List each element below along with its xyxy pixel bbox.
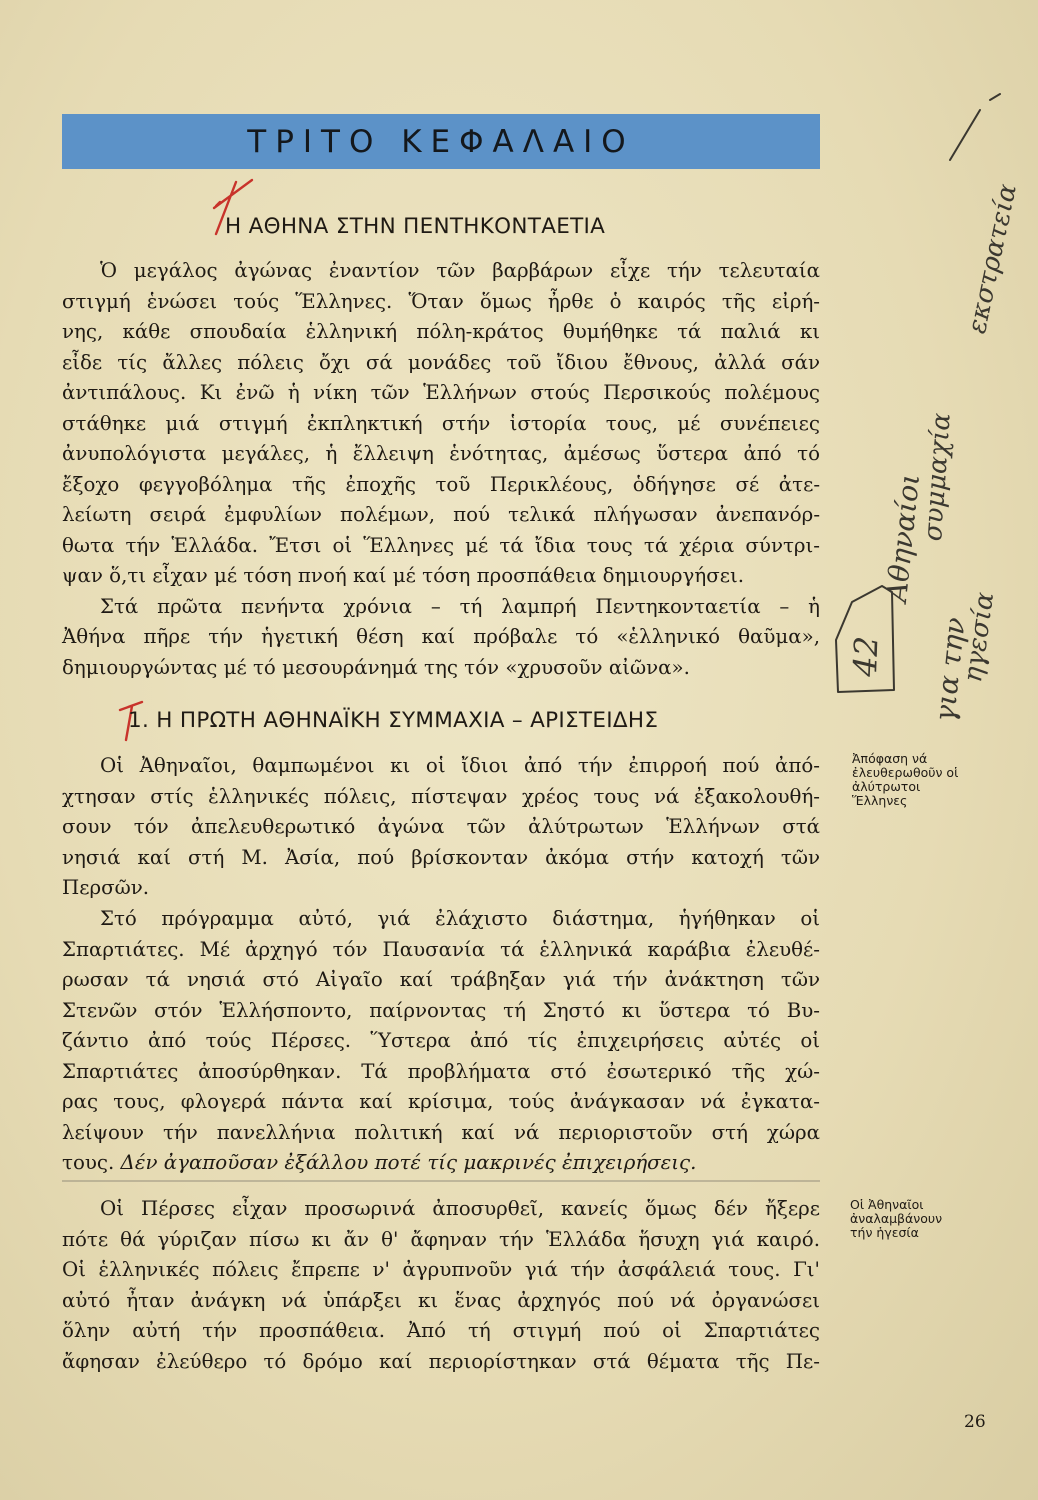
text-line: Οἱ Ἀθηναῖοι, θαμπωμένοι κι οἱ ἴδιοι ἀπό τήν ἐπιρροή πού ἀπό- xyxy=(100,754,820,777)
text-line: Στενῶν στόν Ἑλλήσποντο, παίρνοντας τή Σηστό κι ὕστερα τό Βυ- xyxy=(62,998,820,1022)
main-heading: Η ΑΘΗΝΑ ΣΤΗΝ ΠΕΝΤΗΚΟΝΤΑΕΤΙΑ xyxy=(225,214,606,239)
text-line: λείωτη σειρά ἐμφυλίων πολέμων, πού τελικά πλήγωσαν ἀνεπανόρ- xyxy=(62,503,820,526)
margin-note-line: ἀλύτρωτοι xyxy=(852,779,921,794)
text-line: Οἱ Πέρσες εἶχαν προσωρινά ἀποσυρθεῖ, κανείς ὅμως δέν ἤξερε xyxy=(100,1197,820,1220)
text-line: σουν τόν ἀπελευθερωτικό ἀγώνα τῶν ἀλύτρωτων Ἑλλήνων στά xyxy=(62,815,820,838)
handwritten-note: συμμαχία xyxy=(918,411,957,543)
page-number: 26 xyxy=(964,1412,986,1432)
text-line xyxy=(62,1148,820,1179)
margin-note-line: ἀναλαμβάνουν xyxy=(850,1211,943,1226)
text-line: στάθηκε μιά στιγμή ἐκπληκτική στήν ἱστορία τους, μέ συνέπειες xyxy=(62,411,820,435)
section-paragraph-2 xyxy=(62,904,820,1179)
text-line: στιγμή ἑνώσει τούς Ἕλληνες. Ὅταν ὅμως ἦρθε ὁ καιρός τῆς εἰρή- xyxy=(62,289,820,313)
text-line: ρας τους, φλογερά πάντα καί κρίσιμα, τούς ἀνάγκασαν νά ἐγκατα- xyxy=(62,1090,820,1113)
italic-sentence: Δέν ἀγαποῦσαν ἐξάλλου ποτέ τίς μακρινές ἐπιχειρήσεις. xyxy=(120,1151,697,1174)
intro-paragraph xyxy=(62,256,820,683)
margin-note-line: Οἱ Ἀθηναῖοι xyxy=(850,1197,924,1212)
text-line: δημιουργώντας μέ τό μεσουράνημά της τόν «χρυσοῦν αἰῶνα». xyxy=(62,655,690,679)
text-line: εἶδε τίς ἄλλες πόλεις ὄχι σά μονάδες τοῦ ἴδιου ἔθνους, ἀλλά σάν xyxy=(62,350,820,374)
margin-note-line: Ἀπόφαση νά xyxy=(852,751,928,766)
text-line: λείψουν τήν πανελλήνια πολιτική καί νά περιοριστοῦν στή χώρα xyxy=(62,1120,820,1144)
underline-mark xyxy=(62,1178,820,1184)
handwritten-note: εκστρατεία xyxy=(962,181,1023,337)
text-line: ὅλην αὐτή τήν προσπάθεια. Ἀπό τή στιγμή πού οἱ Σπαρτιάτες xyxy=(62,1319,820,1342)
handwritten-number: 42 xyxy=(846,635,886,678)
text-line: Ὁ μεγάλος ἀγώνας ἐναντίον τῶν βαρβάρων εἶχε τήν τελευταία xyxy=(100,259,820,282)
text-line: ἀνυπολόγιστα μεγάλες, ἡ ἔλλειψη ἑνότητας, ἀμέσως ὕστερα ἀπό τό xyxy=(62,442,820,465)
chapter-title: ΤΡΙΤΟ ΚΕΦΑΛΑΙΟ xyxy=(247,123,635,160)
text-line: χτησαν στίς ἑλληνικές πόλεις, πίστεψαν χρέος τους νά ἐξακολουθή- xyxy=(62,784,820,808)
text-line: νησιά καί στή Μ. Ἀσία, πού βρίσκονταν ἀκόμα στήν κατοχή τῶν xyxy=(62,845,820,869)
text-line: Οἱ ἑλληνικές πόλεις ἔπρεπε ν' ἀγρυπνοῦν γιά τήν ἀσφάλειά τους. Γι' xyxy=(62,1258,820,1281)
handwritten-note: ηγεσία xyxy=(958,590,1001,685)
pencil-stroke xyxy=(930,90,1020,180)
text-line: ἄφησαν ἐλεύθερο τό δρόμο καί περιορίστηκαν στά θέματα τῆς Πε- xyxy=(62,1349,820,1373)
margin-note-leadership xyxy=(850,1198,942,1240)
text-line: ρωσαν τά νησιά στό Αἰγαῖο καί τράβηξαν γιά τήν ἀνάκτηση τῶν xyxy=(62,968,820,991)
handwritten-note: Αθηναίοι xyxy=(880,472,927,604)
text-line: Στό πρόγραμμα αὐτό, γιά ἐλάχιστο διάστημα, ἡγήθηκαν οἱ xyxy=(100,907,820,930)
chapter-banner xyxy=(62,114,820,169)
handwritten-note: για την xyxy=(928,615,972,724)
margin-note-line: Ἕλληνες xyxy=(852,793,908,808)
text-line: Στά πρῶτα πενήντα χρόνια – τή λαμπρή Πεντηκονταετία – ἡ xyxy=(100,594,820,618)
text-line: θωτα τήν Ἑλλάδα. Ἔτσι οἱ Ἕλληνες μέ τά ἴδια τους τά χέρια σύντρι- xyxy=(62,533,820,557)
text-line: Ἀθήνα πῆρε τήν ἡγετική θέση καί πρόβαλε τό «ἑλληνικό θαῦμα», xyxy=(62,625,820,648)
text-line: Σπαρτιάτες ἀποσύρθηκαν. Τά προβλήματα στό ἐσωτερικό τῆς χώ- xyxy=(62,1059,820,1083)
text-line: πότε θά γύριζαν πίσω κι ἄν θ' ἄφηναν τήν Ἑλλάδα ἥσυχη γιά καιρό. xyxy=(62,1227,820,1251)
margin-note-line: τήν ἡγεσία xyxy=(850,1225,919,1240)
margin-note-liberation xyxy=(852,752,958,808)
text-line: ἔξοχο φεγγοβόλημα τῆς ἐποχῆς τοῦ Περικλέους, ὁδήγησε σέ ἀτε- xyxy=(62,472,820,496)
margin-note-line: ἐλευθερωθοῦν οἱ xyxy=(852,765,959,780)
text-line: αὐτό ἦταν ἀνάγκη νά ὑπάρξει κι ἕνας ἀρχηγός πού νά ὀργανώσει xyxy=(62,1288,820,1312)
text-line: ζάντιο ἀπό τούς Πέρσες. Ὕστερα ἀπό τίς ἐπιχειρήσεις αὐτές οἱ xyxy=(62,1029,820,1052)
text-line: ψαν ὅ,τι εἶχαν μέ τόση πνοή καί μέ τόση προσπάθεια δημιουργήσει. xyxy=(62,564,745,587)
text-line: Περσῶν. xyxy=(62,876,150,899)
text-plain: τους. xyxy=(62,1151,121,1174)
section-paragraph-3 xyxy=(62,1194,820,1377)
text-line: ἀντιπάλους. Κι ἐνῶ ἡ νίκη τῶν Ἑλλήνων στούς Περσικούς πολέμους xyxy=(62,381,820,404)
section-paragraph-1 xyxy=(62,751,820,904)
section-heading: 1. Η ΠΡΩΤΗ ΑΘΗΝΑΪΚΗ ΣΥΜΜΑΧΙΑ – ΑΡΙΣΤΕΙΔΗΣ xyxy=(128,708,659,733)
text-line: Σπαρτιάτες. Μέ ἀρχηγό τόν Παυσανία τά ἑλληνικά καράβια ἐλευθέ- xyxy=(62,937,820,961)
text-line: νης, κάθε σπουδαία ἑλληνική πόλη-κράτος θυμήθηκε τά παλιά κι xyxy=(62,320,820,343)
